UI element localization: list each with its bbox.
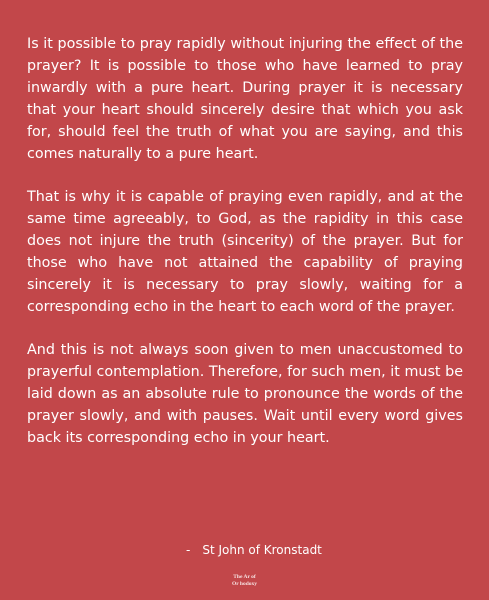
quote-paragraph-1: Is it possible to pray rapidly without injuring the effect of the prayer? It is possible to those who have learned to pray inwardly with a pure heart. During prayer it is necessary that your heart should sincerely desire that which you ask for, should feel the truth of what you are saying, and this comes naturally to a pure heart. — [27, 36, 463, 162]
watermark-line-2: Or hodoxy — [231, 581, 258, 587]
quote-paragraph-3: And this is not always soon given to men unaccustomed to prayerful contemplation. Therefore, for such men, it must be laid down as an absolute rule to pronounce the words of the prayer slowly, and with pauses. Wait until every word gives back its corresponding echo in your heart. — [27, 342, 463, 446]
quote-paragraph-2: That is why it is capable of praying even rapidly, and at the same time agreeably, to God, as the rapidity in this case does not injure the truth (sincerity) of the prayer. But for those who have not attained the capability of praying sincerely it is necessary to pray slowly, waiting for a corresponding echo in the heart to each word of the prayer. — [27, 189, 463, 315]
author-name: St John of Kronstadt — [202, 543, 322, 557]
watermark-logo — [0, 574, 489, 588]
attribution-dash: - — [186, 543, 191, 557]
quote-attribution — [186, 543, 322, 557]
watermark-line-1: The Ar of — [233, 574, 256, 580]
